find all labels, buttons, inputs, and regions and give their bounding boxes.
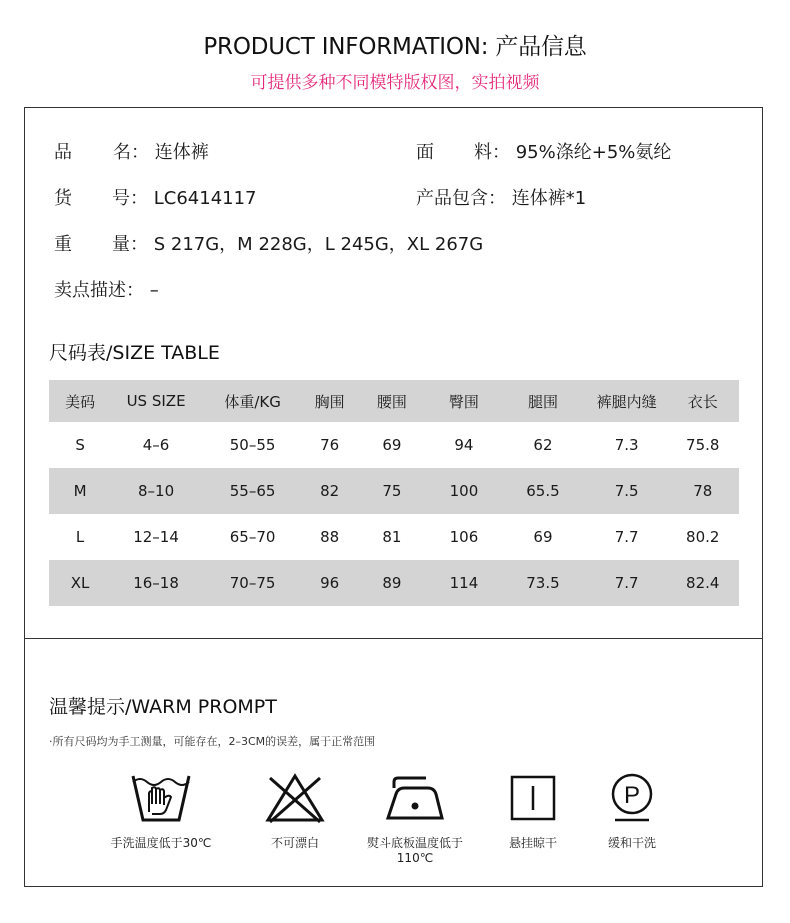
sku-label: 货	[54, 188, 72, 209]
care-label: 不可漂白	[270, 836, 319, 850]
info-contents-row	[416, 184, 586, 210]
header-cell: 腰围	[355, 380, 429, 422]
table-cell: 70–75	[201, 560, 304, 606]
header-cell: 裤腿内缝	[587, 380, 667, 422]
table-cell: 81	[382, 528, 402, 546]
table-cell: 55–65	[201, 468, 304, 514]
hang-dry-icon	[502, 772, 564, 824]
table-cell: 76	[320, 436, 340, 454]
care-item-no-bleach	[230, 772, 360, 851]
care-label: 缓和干洗	[607, 836, 656, 850]
table-cell: 94	[454, 436, 474, 454]
contents-label: 产品包含：	[416, 188, 506, 209]
table-cell: 69	[533, 528, 553, 546]
table-row	[49, 560, 739, 606]
table-cell: 65–70	[229, 528, 276, 546]
weight-label: 重	[54, 234, 72, 255]
no-bleach-icon	[264, 772, 326, 824]
care-item-dry-clean	[567, 772, 697, 851]
fabric-label-2: 料：	[474, 142, 510, 163]
table-cell: L	[75, 528, 85, 546]
table-cell: 50–55	[229, 436, 276, 454]
table-cell: 82	[304, 468, 355, 514]
svg-text:P: P	[623, 782, 641, 809]
table-cell: XL	[49, 560, 111, 606]
table-cell: 100	[429, 468, 499, 514]
table-cell: 7.5	[587, 468, 667, 514]
table-cell: 89	[355, 560, 429, 606]
info-weight-row	[54, 230, 483, 256]
table-cell: 114	[429, 560, 499, 606]
sku-value: LC6414117	[153, 188, 257, 209]
table-cell: 75.8	[686, 436, 720, 454]
table-cell: 88	[320, 528, 340, 546]
contents-value: 连体裤*1	[511, 188, 587, 209]
page-title: PRODUCT INFORMATION: 产品信息	[203, 34, 587, 60]
table-cell: 8–10	[111, 468, 201, 514]
table-cell: 73.5	[499, 560, 587, 606]
selling-value: –	[149, 280, 159, 301]
table-cell: 12–14	[133, 528, 179, 546]
table-cell: 75	[355, 468, 429, 514]
name-label: 品	[54, 142, 73, 163]
table-cell: 80.2	[686, 528, 720, 546]
fabric-value: 95%涤纶+5%氨纶	[515, 142, 672, 163]
table-cell: 82.4	[667, 560, 739, 606]
fabric-label: 面	[416, 142, 434, 163]
header-cell: 美码	[49, 380, 111, 422]
table-cell: 4–6	[142, 436, 170, 454]
dry-clean-p-icon	[601, 772, 663, 824]
care-item-iron	[350, 772, 480, 865]
name-label-2: 名：	[113, 142, 149, 163]
table-cell: 62	[533, 436, 553, 454]
table-cell: 7.3	[614, 436, 639, 454]
section-divider	[24, 638, 763, 639]
weight-value: S 217G，M 228G，L 245G，XL 267G	[153, 234, 484, 255]
info-name-row	[54, 138, 209, 164]
table-row	[49, 468, 739, 514]
table-row	[49, 422, 739, 468]
info-sku-row	[54, 184, 257, 210]
table-cell: M	[49, 468, 111, 514]
header-cell: 臀围	[429, 380, 499, 422]
measurement-note: ·所有尺码均为手工测量，可能存在，2–3CM的误差，属于正常范围	[49, 735, 376, 748]
table-row	[49, 514, 739, 560]
size-table	[49, 380, 739, 606]
warm-prompt-title: 温馨提示/WARM PROMPT	[49, 696, 277, 718]
table-cell: S	[75, 436, 85, 454]
size-table-header	[49, 380, 739, 422]
care-label: 熨斗底板温度低于110℃	[366, 836, 463, 865]
table-cell: 78	[667, 468, 739, 514]
header-cell: 腿围	[499, 380, 587, 422]
table-cell: 96	[304, 560, 355, 606]
selling-label: 卖点描述：	[54, 280, 144, 301]
header-cell: 衣长	[667, 380, 739, 422]
sku-label-2: 号：	[112, 188, 148, 209]
table-cell: 65.5	[499, 468, 587, 514]
iron-icon	[384, 772, 446, 824]
header-cell: 胸围	[304, 380, 355, 422]
info-selling-row	[54, 276, 159, 302]
header-cell: US SIZE	[111, 380, 201, 422]
page-subtitle: 可提供多种不同模特版权图，实拍视频	[250, 73, 540, 93]
table-cell: 7.7	[587, 560, 667, 606]
care-item-hand-wash	[96, 772, 226, 851]
hand-wash-icon	[130, 772, 192, 824]
name-value: 连体裤	[154, 142, 209, 163]
weight-label-2: 量：	[112, 234, 148, 255]
care-label: 悬挂晾干	[508, 836, 557, 850]
header-cell: 体重/KG	[201, 380, 304, 422]
info-fabric-row	[416, 138, 671, 164]
care-label: 手洗温度低于30℃	[110, 836, 212, 850]
size-table-title: 尺码表/SIZE TABLE	[49, 342, 220, 364]
table-cell: 7.7	[614, 528, 639, 546]
table-cell: 16–18	[111, 560, 201, 606]
table-cell: 106	[449, 528, 479, 546]
table-cell: 69	[382, 436, 402, 454]
